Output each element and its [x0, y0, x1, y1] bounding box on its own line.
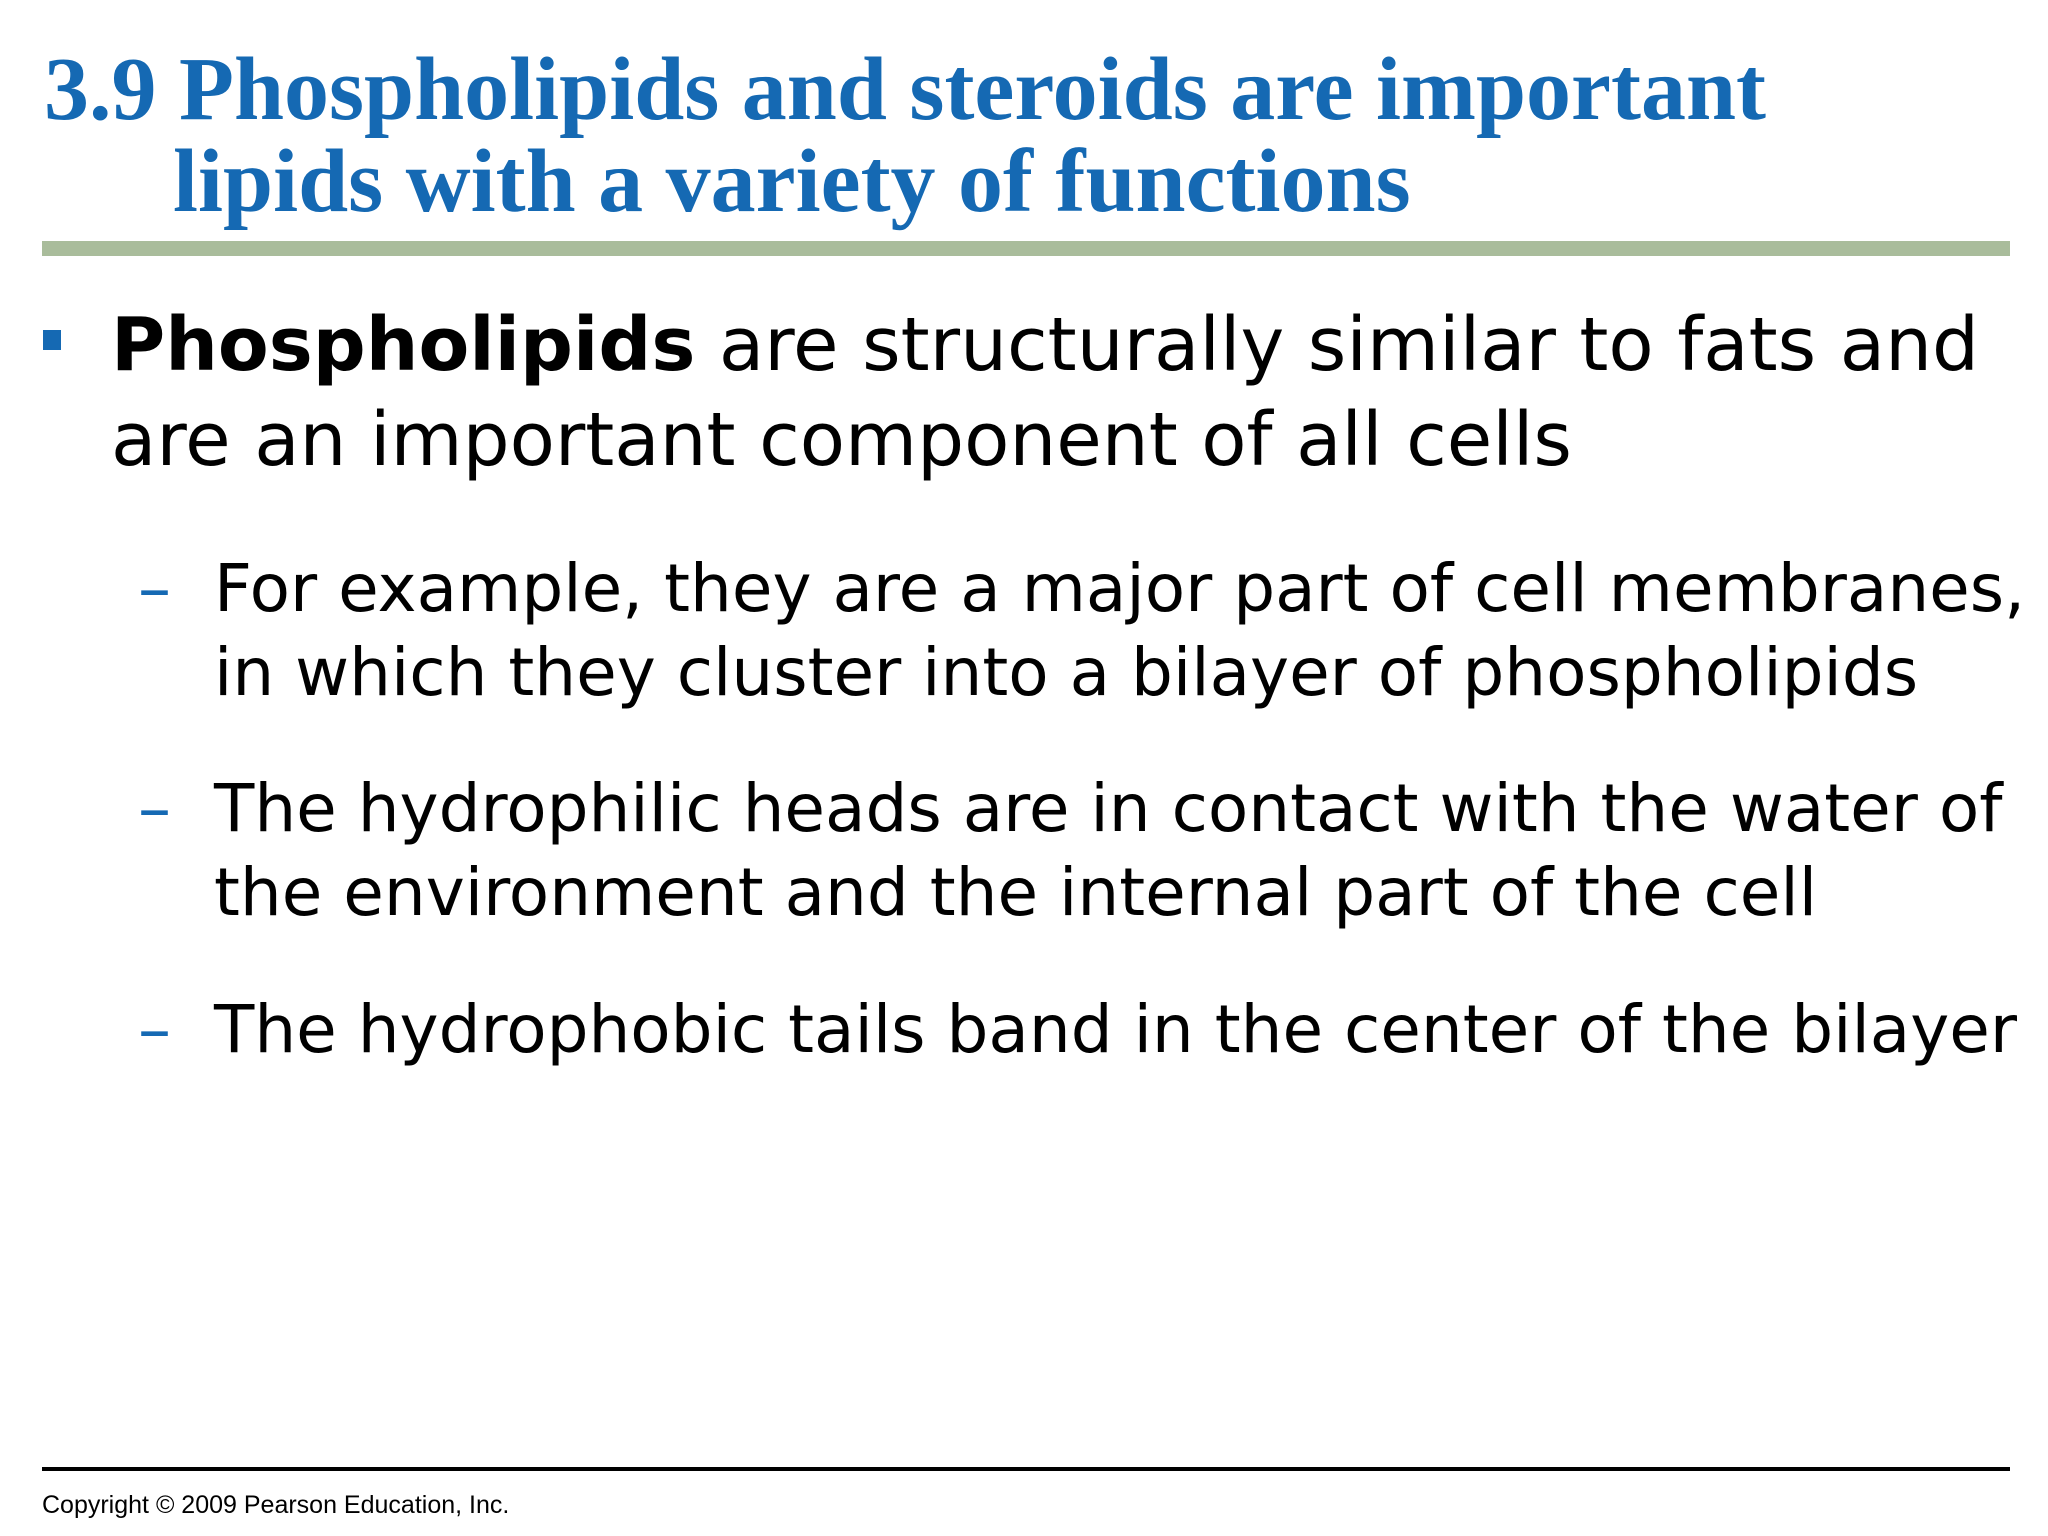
title-divider [42, 241, 2010, 256]
dash-bullet-icon: – [138, 770, 171, 847]
sub-bullet-3-text [214, 988, 2018, 1072]
dash-bullet-icon: – [138, 550, 171, 627]
main-bullet-line-1 [111, 298, 1979, 393]
slide-title-line-1: 3.9 Phospholipids and steroids are important [44, 40, 1766, 139]
copyright-notice: Copyright © 2009 Pearson Education, Inc. [42, 1491, 510, 1519]
slide-title-line-2: lipids with a variety of functions [173, 132, 1411, 231]
sub-bullet-2-line-1: The hydrophilic heads are in contact with the water of [214, 770, 2003, 847]
slide-title [44, 40, 2004, 231]
sub-bullet-2-line-2: the environment and the internal part of the cell [214, 854, 1818, 931]
square-bullet-icon [43, 330, 61, 350]
sub-bullet-1-line-1: For example, they are a major part of cell membranes, [214, 550, 2026, 627]
main-bullet-line-2: are an important component of all cells [111, 397, 1572, 483]
main-bullet-line-1-rest: are structurally similar to fats and [695, 302, 1979, 388]
footer-divider [42, 1467, 2010, 1471]
sub-bullet-3-line-1: The hydrophobic tails band in the center of the bilayer [214, 991, 2018, 1068]
bold-term: Phospholipids [111, 302, 696, 388]
sub-bullet-1-line-2: in which they cluster into a bilayer of phospholipids [214, 634, 1919, 711]
main-bullet-text [111, 298, 1979, 488]
sub-bullet-1-text [214, 547, 2026, 715]
sub-bullet-2-text [214, 767, 2003, 935]
dash-bullet-icon: – [138, 991, 171, 1068]
